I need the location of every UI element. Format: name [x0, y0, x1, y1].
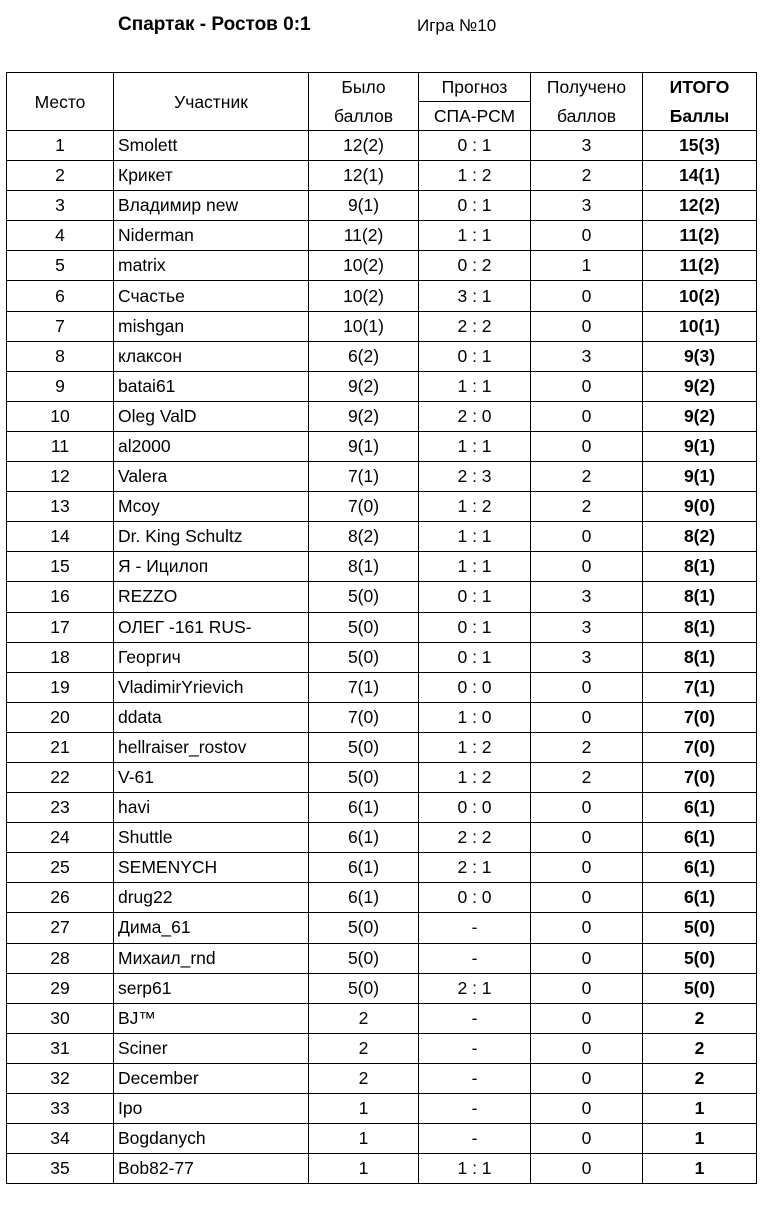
cell-had-points: 1	[309, 1094, 419, 1124]
cell-got-points: 0	[531, 1154, 643, 1184]
cell-had-points: 7(0)	[309, 492, 419, 522]
cell-got-points: 3	[531, 612, 643, 642]
cell-got-points: 0	[531, 943, 643, 973]
cell-participant: Sciner	[114, 1033, 309, 1063]
cell-participant: Valera	[114, 462, 309, 492]
cell-participant: havi	[114, 793, 309, 823]
cell-forecast: 1 : 2	[419, 161, 531, 191]
cell-had-points: 2	[309, 1063, 419, 1093]
cell-participant: December	[114, 1063, 309, 1093]
cell-total: 7(0)	[643, 702, 757, 732]
cell-got-points: 2	[531, 161, 643, 191]
cell-participant: serp61	[114, 973, 309, 1003]
col-header-got-top: Получено	[531, 73, 643, 102]
cell-got-points: 0	[531, 853, 643, 883]
cell-forecast: 1 : 0	[419, 702, 531, 732]
cell-total: 8(1)	[643, 612, 757, 642]
cell-forecast: 0 : 1	[419, 582, 531, 612]
cell-place: 27	[7, 913, 114, 943]
cell-had-points: 9(1)	[309, 431, 419, 461]
cell-forecast: 1 : 1	[419, 431, 531, 461]
col-header-forecast-top: Прогноз	[419, 73, 531, 102]
cell-place: 23	[7, 793, 114, 823]
cell-participant: Крикет	[114, 161, 309, 191]
cell-place: 14	[7, 522, 114, 552]
cell-participant: Ipo	[114, 1094, 309, 1124]
cell-forecast: 0 : 1	[419, 642, 531, 672]
table-row	[7, 191, 757, 221]
table-row	[7, 221, 757, 251]
cell-place: 30	[7, 1003, 114, 1033]
cell-place: 16	[7, 582, 114, 612]
cell-had-points: 12(2)	[309, 131, 419, 161]
cell-participant: Георгич	[114, 642, 309, 672]
table-row	[7, 371, 757, 401]
cell-got-points: 0	[531, 1003, 643, 1033]
cell-participant: hellraiser_rostov	[114, 732, 309, 762]
cell-had-points: 12(1)	[309, 161, 419, 191]
cell-forecast: 0 : 1	[419, 612, 531, 642]
table-row	[7, 522, 757, 552]
cell-had-points: 6(1)	[309, 853, 419, 883]
cell-participant: batai61	[114, 371, 309, 401]
table-row	[7, 853, 757, 883]
cell-place: 29	[7, 973, 114, 1003]
cell-forecast: 0 : 1	[419, 341, 531, 371]
cell-total: 11(2)	[643, 221, 757, 251]
cell-place: 19	[7, 672, 114, 702]
cell-had-points: 6(1)	[309, 793, 419, 823]
cell-got-points: 0	[531, 1033, 643, 1063]
standings-table	[6, 72, 757, 1184]
cell-had-points: 10(2)	[309, 281, 419, 311]
cell-had-points: 9(2)	[309, 371, 419, 401]
cell-place: 24	[7, 823, 114, 853]
cell-got-points: 0	[531, 1124, 643, 1154]
cell-total: 6(1)	[643, 853, 757, 883]
cell-forecast: 2 : 1	[419, 853, 531, 883]
cell-total: 1	[643, 1124, 757, 1154]
table-row	[7, 883, 757, 913]
table-row	[7, 642, 757, 672]
cell-total: 9(2)	[643, 401, 757, 431]
table-row	[7, 251, 757, 281]
cell-forecast: 1 : 1	[419, 371, 531, 401]
table-row	[7, 582, 757, 612]
col-header-forecast-bottom: СПА-РСМ	[419, 102, 531, 131]
cell-total: 5(0)	[643, 943, 757, 973]
table-row	[7, 732, 757, 762]
cell-had-points: 10(2)	[309, 251, 419, 281]
cell-participant: Mcoy	[114, 492, 309, 522]
cell-got-points: 0	[531, 702, 643, 732]
cell-got-points: 2	[531, 462, 643, 492]
col-header-place: Место	[7, 73, 114, 131]
cell-had-points: 7(1)	[309, 462, 419, 492]
cell-participant: ОЛЕГ -161 RUS-	[114, 612, 309, 642]
table-row	[7, 793, 757, 823]
cell-got-points: 0	[531, 371, 643, 401]
cell-forecast: 1 : 1	[419, 1154, 531, 1184]
cell-total: 9(1)	[643, 462, 757, 492]
cell-got-points: 1	[531, 251, 643, 281]
game-number: Игра №10	[417, 16, 497, 35]
cell-total: 1	[643, 1154, 757, 1184]
cell-place: 17	[7, 612, 114, 642]
match-title: Спартак - Ростов 0:1	[118, 14, 311, 35]
cell-place: 10	[7, 401, 114, 431]
cell-forecast: 0 : 0	[419, 672, 531, 702]
cell-place: 26	[7, 883, 114, 913]
cell-had-points: 7(0)	[309, 702, 419, 732]
cell-place: 12	[7, 462, 114, 492]
cell-place: 4	[7, 221, 114, 251]
cell-got-points: 0	[531, 1063, 643, 1093]
cell-got-points: 3	[531, 642, 643, 672]
cell-forecast: -	[419, 1124, 531, 1154]
cell-had-points: 5(0)	[309, 582, 419, 612]
cell-had-points: 2	[309, 1033, 419, 1063]
cell-forecast: 0 : 1	[419, 191, 531, 221]
cell-got-points: 0	[531, 431, 643, 461]
cell-got-points: 3	[531, 131, 643, 161]
table-row	[7, 1124, 757, 1154]
cell-total: 8(1)	[643, 582, 757, 612]
cell-had-points: 9(1)	[309, 191, 419, 221]
table-row	[7, 762, 757, 792]
cell-participant: Niderman	[114, 221, 309, 251]
cell-had-points: 1	[309, 1154, 419, 1184]
col-header-had-bottom: баллов	[309, 102, 419, 131]
cell-participant: drug22	[114, 883, 309, 913]
cell-place: 35	[7, 1154, 114, 1184]
cell-place: 3	[7, 191, 114, 221]
table-row	[7, 401, 757, 431]
cell-participant: V-61	[114, 762, 309, 792]
cell-place: 1	[7, 131, 114, 161]
cell-got-points: 3	[531, 191, 643, 221]
cell-forecast: 0 : 0	[419, 883, 531, 913]
cell-had-points: 6(1)	[309, 823, 419, 853]
cell-had-points: 5(0)	[309, 642, 419, 672]
cell-place: 25	[7, 853, 114, 883]
cell-got-points: 0	[531, 973, 643, 1003]
cell-total: 5(0)	[643, 913, 757, 943]
cell-total: 2	[643, 1033, 757, 1063]
table-row	[7, 943, 757, 973]
cell-had-points: 7(1)	[309, 672, 419, 702]
cell-place: 15	[7, 552, 114, 582]
cell-got-points: 3	[531, 341, 643, 371]
cell-participant: Shuttle	[114, 823, 309, 853]
cell-participant: al2000	[114, 431, 309, 461]
cell-participant: matrix	[114, 251, 309, 281]
cell-total: 15(3)	[643, 131, 757, 161]
cell-had-points: 5(0)	[309, 943, 419, 973]
cell-had-points: 8(2)	[309, 522, 419, 552]
cell-total: 9(2)	[643, 371, 757, 401]
cell-place: 32	[7, 1063, 114, 1093]
cell-got-points: 0	[531, 793, 643, 823]
cell-place: 33	[7, 1094, 114, 1124]
cell-got-points: 0	[531, 1094, 643, 1124]
cell-participant: ddata	[114, 702, 309, 732]
cell-participant: SEMENYCH	[114, 853, 309, 883]
cell-forecast: -	[419, 943, 531, 973]
cell-participant: VladimirYrievich	[114, 672, 309, 702]
cell-participant: Владимир new	[114, 191, 309, 221]
cell-forecast: 3 : 1	[419, 281, 531, 311]
table-row	[7, 341, 757, 371]
cell-had-points: 10(1)	[309, 311, 419, 341]
col-header-participant: Участник	[114, 73, 309, 131]
cell-total: 6(1)	[643, 883, 757, 913]
cell-place: 8	[7, 341, 114, 371]
cell-place: 11	[7, 431, 114, 461]
cell-place: 20	[7, 702, 114, 732]
cell-got-points: 0	[531, 552, 643, 582]
cell-forecast: 2 : 0	[419, 401, 531, 431]
cell-total: 9(3)	[643, 341, 757, 371]
cell-total: 2	[643, 1003, 757, 1033]
cell-forecast: 0 : 1	[419, 131, 531, 161]
cell-got-points: 2	[531, 492, 643, 522]
col-header-total-top: ИТОГО	[643, 73, 757, 102]
cell-participant: Oleg ValD	[114, 401, 309, 431]
cell-participant: клаксон	[114, 341, 309, 371]
table-row	[7, 281, 757, 311]
table-row	[7, 161, 757, 191]
table-row	[7, 672, 757, 702]
cell-participant: Bob82-77	[114, 1154, 309, 1184]
cell-total: 9(0)	[643, 492, 757, 522]
table-row	[7, 311, 757, 341]
cell-forecast: -	[419, 1003, 531, 1033]
table-row	[7, 702, 757, 732]
table-row	[7, 492, 757, 522]
cell-had-points: 6(1)	[309, 883, 419, 913]
table-row	[7, 1154, 757, 1184]
cell-forecast: -	[419, 1094, 531, 1124]
cell-total: 7(1)	[643, 672, 757, 702]
cell-participant: Bogdanych	[114, 1124, 309, 1154]
cell-got-points: 3	[531, 582, 643, 612]
cell-forecast: 1 : 2	[419, 732, 531, 762]
cell-forecast: -	[419, 1033, 531, 1063]
cell-place: 28	[7, 943, 114, 973]
cell-forecast: 1 : 1	[419, 221, 531, 251]
table-row	[7, 131, 757, 161]
cell-participant: Михаил_rnd	[114, 943, 309, 973]
cell-had-points: 5(0)	[309, 973, 419, 1003]
cell-place: 31	[7, 1033, 114, 1063]
cell-participant: BJ™	[114, 1003, 309, 1033]
cell-had-points: 6(2)	[309, 341, 419, 371]
table-row	[7, 973, 757, 1003]
cell-total: 8(1)	[643, 552, 757, 582]
cell-participant: Я - Ицилоп	[114, 552, 309, 582]
cell-place: 7	[7, 311, 114, 341]
cell-total: 14(1)	[643, 161, 757, 191]
cell-forecast: 2 : 2	[419, 311, 531, 341]
cell-place: 22	[7, 762, 114, 792]
cell-participant: mishgan	[114, 311, 309, 341]
cell-total: 6(1)	[643, 793, 757, 823]
cell-participant: REZZO	[114, 582, 309, 612]
cell-had-points: 5(0)	[309, 732, 419, 762]
cell-total: 9(1)	[643, 431, 757, 461]
cell-got-points: 0	[531, 281, 643, 311]
cell-got-points: 0	[531, 522, 643, 552]
cell-had-points: 8(1)	[309, 552, 419, 582]
table-row	[7, 1094, 757, 1124]
cell-total: 7(0)	[643, 762, 757, 792]
col-header-had-top: Было	[309, 73, 419, 102]
table-row	[7, 1063, 757, 1093]
cell-forecast: 2 : 3	[419, 462, 531, 492]
table-row	[7, 1033, 757, 1063]
cell-got-points: 0	[531, 672, 643, 702]
cell-forecast: 1 : 1	[419, 552, 531, 582]
cell-forecast: 0 : 2	[419, 251, 531, 281]
cell-got-points: 0	[531, 221, 643, 251]
cell-had-points: 5(0)	[309, 913, 419, 943]
cell-total: 7(0)	[643, 732, 757, 762]
cell-forecast: -	[419, 1063, 531, 1093]
cell-total: 1	[643, 1094, 757, 1124]
table-row	[7, 1003, 757, 1033]
table-row	[7, 823, 757, 853]
cell-total: 2	[643, 1063, 757, 1093]
cell-participant: Счастье	[114, 281, 309, 311]
cell-got-points: 0	[531, 311, 643, 341]
col-header-got-bottom: баллов	[531, 102, 643, 131]
col-header-total-bottom: Баллы	[643, 102, 757, 131]
cell-had-points: 9(2)	[309, 401, 419, 431]
cell-place: 2	[7, 161, 114, 191]
cell-total: 6(1)	[643, 823, 757, 853]
cell-got-points: 2	[531, 762, 643, 792]
cell-total: 8(1)	[643, 642, 757, 672]
cell-place: 34	[7, 1124, 114, 1154]
table-row	[7, 612, 757, 642]
table-row	[7, 552, 757, 582]
cell-place: 5	[7, 251, 114, 281]
cell-place: 6	[7, 281, 114, 311]
cell-forecast: -	[419, 913, 531, 943]
cell-had-points: 2	[309, 1003, 419, 1033]
table-row	[7, 913, 757, 943]
cell-participant: Dr. King Schultz	[114, 522, 309, 552]
cell-got-points: 0	[531, 913, 643, 943]
cell-forecast: 1 : 1	[419, 522, 531, 552]
cell-got-points: 0	[531, 401, 643, 431]
cell-forecast: 2 : 2	[419, 823, 531, 853]
cell-participant: Дима_61	[114, 913, 309, 943]
cell-forecast: 0 : 0	[419, 793, 531, 823]
cell-place: 13	[7, 492, 114, 522]
cell-got-points: 0	[531, 883, 643, 913]
cell-had-points: 1	[309, 1124, 419, 1154]
cell-had-points: 5(0)	[309, 762, 419, 792]
cell-total: 11(2)	[643, 251, 757, 281]
cell-got-points: 0	[531, 823, 643, 853]
cell-participant: Smolett	[114, 131, 309, 161]
cell-total: 10(1)	[643, 311, 757, 341]
table-row	[7, 462, 757, 492]
cell-total: 5(0)	[643, 973, 757, 1003]
cell-forecast: 2 : 1	[419, 973, 531, 1003]
cell-had-points: 11(2)	[309, 221, 419, 251]
cell-got-points: 2	[531, 732, 643, 762]
cell-forecast: 1 : 2	[419, 762, 531, 792]
cell-total: 8(2)	[643, 522, 757, 552]
table-row	[7, 431, 757, 461]
cell-place: 9	[7, 371, 114, 401]
cell-place: 21	[7, 732, 114, 762]
cell-forecast: 1 : 2	[419, 492, 531, 522]
cell-had-points: 5(0)	[309, 612, 419, 642]
cell-total: 10(2)	[643, 281, 757, 311]
cell-place: 18	[7, 642, 114, 672]
cell-total: 12(2)	[643, 191, 757, 221]
